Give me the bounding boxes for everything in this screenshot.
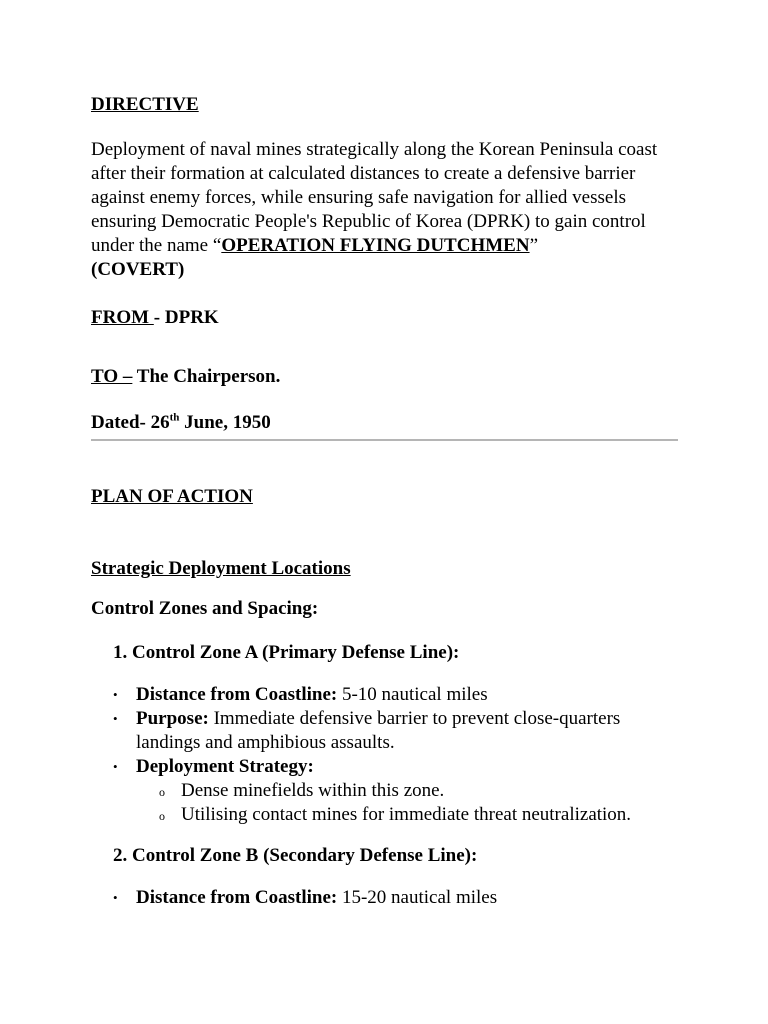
item-label: Purpose: [136, 708, 209, 729]
to-line [91, 365, 683, 389]
to-label: TO – [91, 366, 133, 387]
bullet-icon: • [113, 687, 118, 702]
section-divider [91, 439, 678, 441]
plan-heading: PLAN OF ACTION [91, 486, 253, 507]
bullet-icon: • [113, 711, 118, 726]
from-line [91, 306, 683, 330]
dated-prefix: Dated- 26 [91, 412, 170, 433]
item-label: Distance from Coastline: [136, 684, 338, 705]
zone-a-title: 1. Control Zone A (Primary Defense Line): [113, 642, 460, 663]
dated-rest: June, 1950 [179, 412, 271, 433]
list-item [91, 707, 683, 755]
zone-b-title: 2. Control Zone B (Secondary Defense Line): [113, 845, 478, 866]
close-quote: ” [529, 235, 538, 256]
document-page [91, 93, 683, 908]
directive-body [91, 138, 683, 282]
bullet-icon: • [113, 890, 118, 905]
zone-a-list [91, 683, 683, 827]
to-value: The Chairperson. [132, 366, 281, 387]
sub-list-item [91, 803, 683, 827]
deployment-locations-heading: Strategic Deployment Locations [91, 558, 351, 579]
from-value: - DPRK [153, 307, 219, 328]
item-text: 5-10 nautical miles [337, 684, 488, 705]
sub-list-item [91, 779, 683, 803]
item-text: Immediate defensive barrier to prevent close-quarters landings and amphibious assaults. [136, 708, 621, 753]
list-item [91, 683, 683, 707]
sub-item-text: Utilising contact mines for immediate threat neutralization. [181, 804, 632, 825]
list-item [91, 755, 683, 779]
item-label: Distance from Coastline: [136, 887, 338, 908]
sub-item-text: Dense minefields within this zone. [181, 780, 445, 801]
dated-line [91, 411, 683, 435]
operation-name: OPERATION FLYING DUTCHMEN [221, 235, 530, 256]
circle-bullet-icon: o [159, 785, 165, 799]
control-zones-title: Control Zones and Spacing: [91, 598, 319, 619]
from-label: FROM [91, 307, 154, 328]
covert-label: (COVERT) [91, 259, 185, 280]
zone-b-list [91, 886, 683, 910]
item-label: Deployment Strategy: [136, 756, 314, 777]
circle-bullet-icon: o [159, 809, 165, 823]
bullet-icon: • [113, 759, 118, 774]
dated-ordinal: th [169, 411, 180, 424]
directive-heading: DIRECTIVE [91, 94, 199, 115]
directive-body-text: Deployment of naval mines strategically along the Korean Peninsula coast after their formation at calculated distances to create a defensive barrier against enemy forces, while ensuring safe navigation for allied vessels ensuring Democratic People's Republic of Korea (DPRK) to gain control under the name “ [91, 139, 658, 256]
item-text: 15-20 nautical miles [337, 887, 498, 908]
list-item [91, 886, 683, 910]
